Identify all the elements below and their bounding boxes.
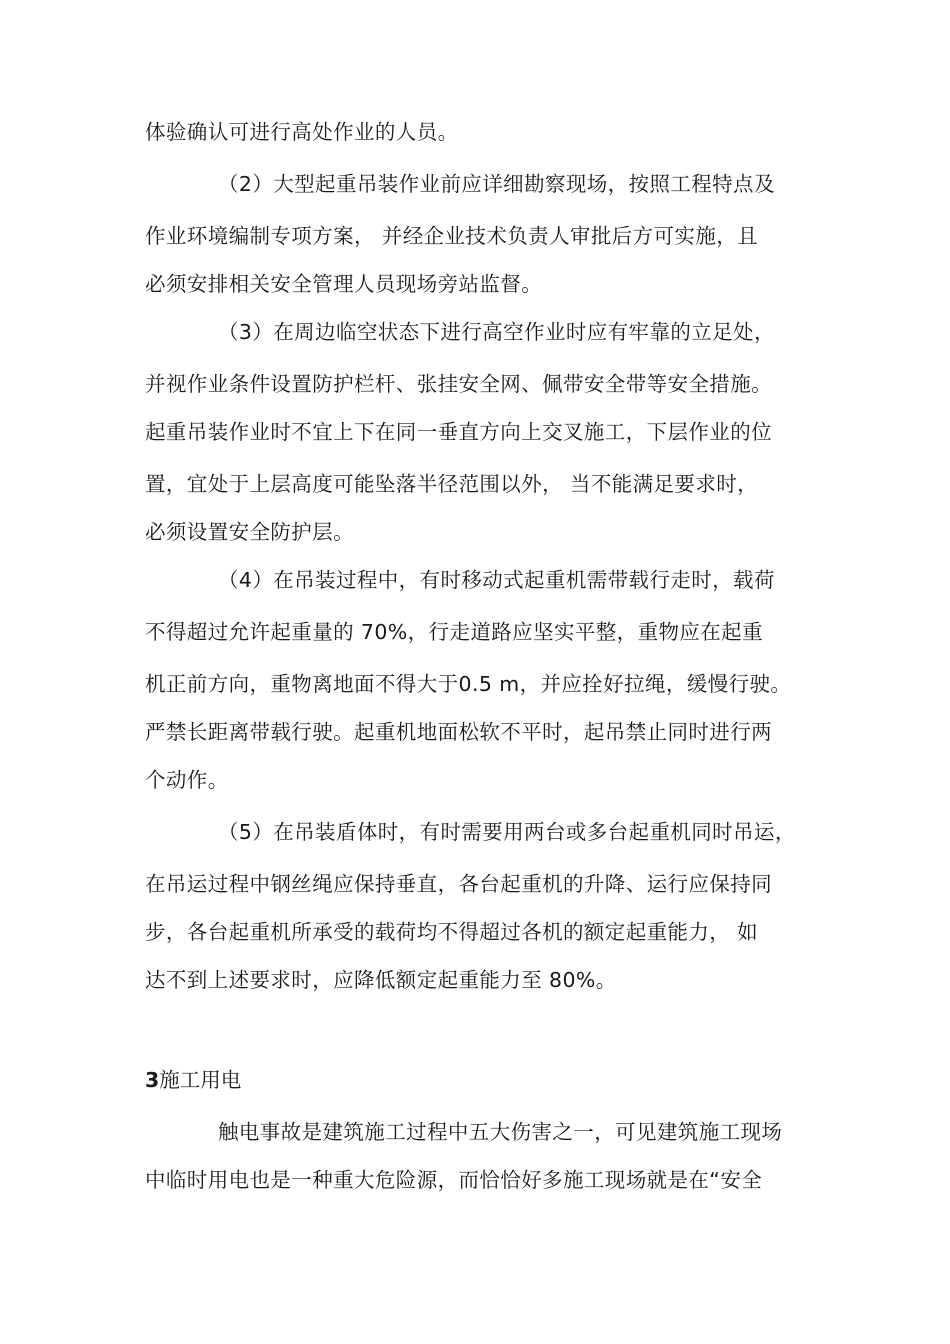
text-line: 在吊运过程中钢丝绳应保持垂直，各台起重机的升降、运行应保持同 [145,872,772,896]
section-heading [145,1066,241,1094]
text-line: （2）大型起重吊装作业前应详细勘察现场，按照工程特点及 [218,172,775,196]
text-line: 并视作业条件设置防护栏杆、张挂安全网、佩带安全带等安全措施。 [145,372,772,396]
text-line: （4）在吊装过程中，有时移动式起重机需带载行走时，载荷 [218,568,775,592]
text-line: （5）在吊装盾体时，有时需要用两台或多台起重机同时吊运， [218,820,796,844]
text-line: 严禁长距离带载行驶。起重机地面松软不平时，起吊禁止同时进行两 [145,720,772,744]
text-line: 机正前方向，重物离地面不得大于0.5 m，并应拴好拉绳，缓慢行驶。 [145,672,792,696]
text-line: 个动作。 [145,768,229,792]
text-line: （3）在周边临空状态下进行高空作业时应有牢靠的立足处， [218,320,775,344]
text-line: 作业环境编制专项方案， 并经企业技术负责人审批后方可实施，且 [145,224,759,248]
text-line: 必须安排相关安全管理人员现场旁站监督。 [145,272,543,296]
text-line: 不得超过允许起重量的 70%，行走道路应坚实平整，重物应在起重 [145,620,763,644]
section-number: 3 [145,1068,160,1092]
text-line: 置，宜处于上层高度可能坠落半径范围以外， 当不能满足要求时， [145,472,759,496]
text-line: 起重吊装作业时不宜上下在同一垂直方向上交叉施工，下层作业的位 [145,420,772,444]
text-line: 体验确认可进行高处作业的人员。 [145,120,459,144]
text-line: 触电事故是建筑施工过程中五大伤害之一，可见建筑施工现场 [218,1120,783,1144]
text-line: 中临时用电也是一种重大危险源，而恰恰好多施工现场就是在“安全 [145,1168,763,1192]
text-line: 必须设置安全防护层。 [145,520,354,544]
text-line: 达不到上述要求时，应降低额定起重能力至 80%。 [145,968,617,992]
text-line: 步，各台起重机所承受的载荷均不得超过各机的额定起重能力， 如 [145,920,759,944]
section-title: 施工用电 [159,1068,242,1092]
